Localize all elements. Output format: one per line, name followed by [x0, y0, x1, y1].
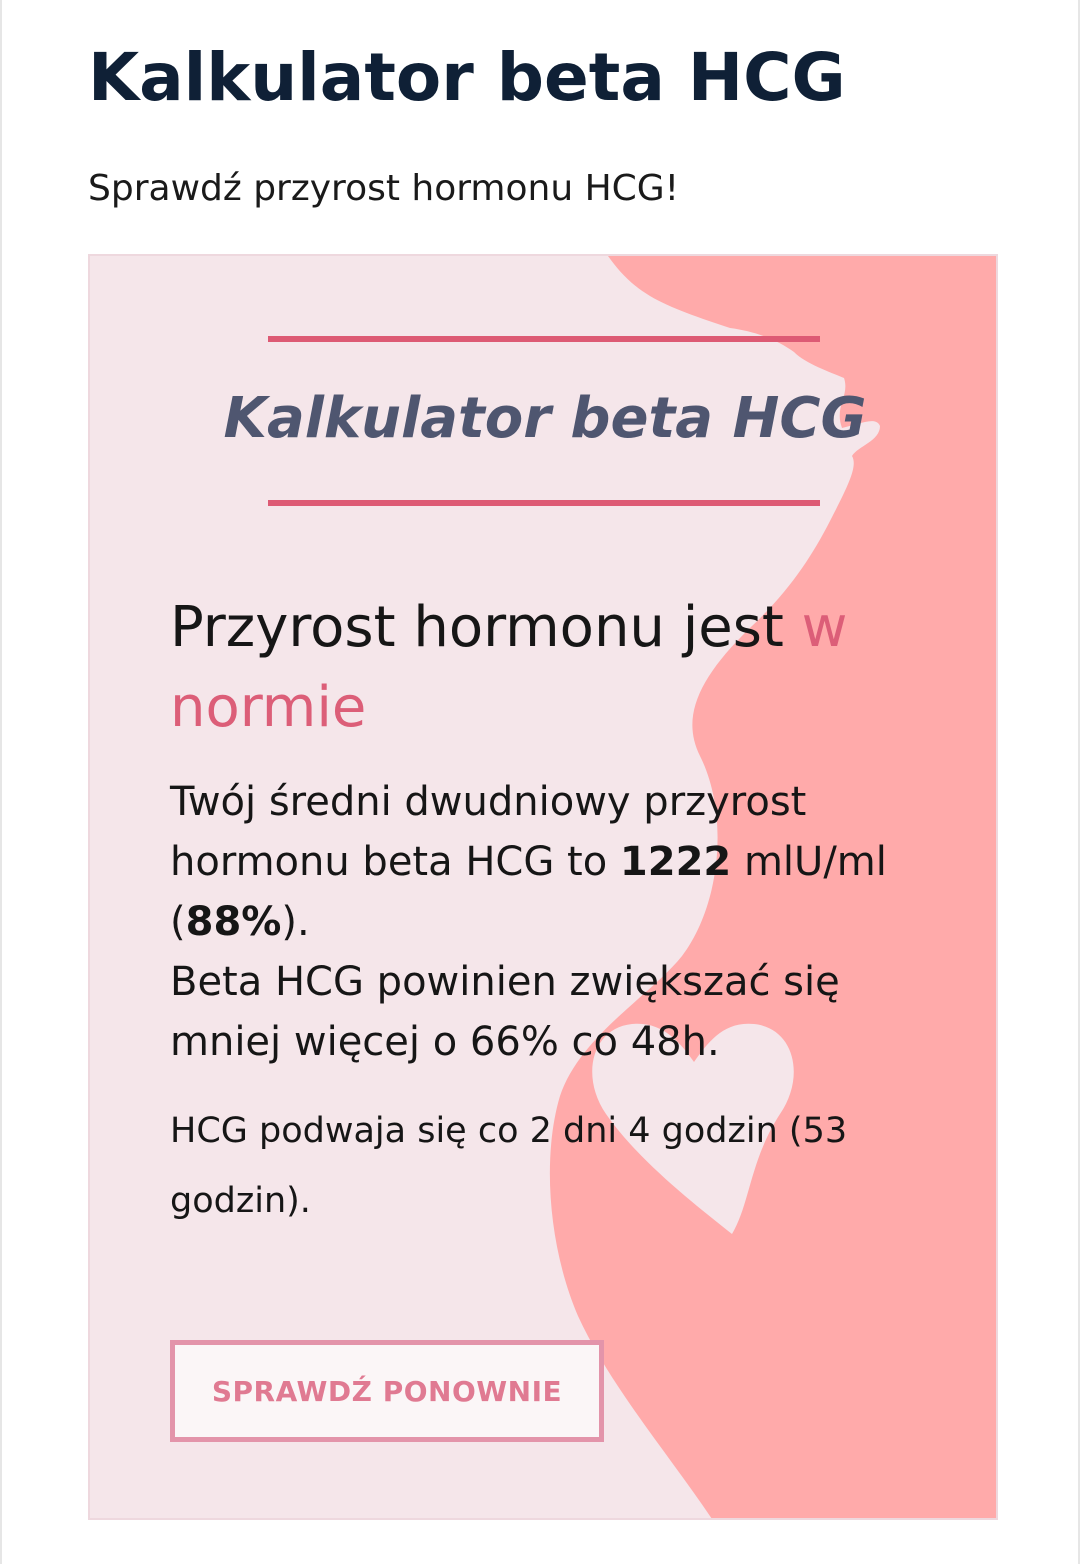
- increase-percent: 88%: [185, 899, 282, 945]
- result-status-accent: w normie: [170, 595, 848, 740]
- page-title: Kalkulator beta HCG: [88, 39, 846, 116]
- page-subtitle: Sprawdź przyrost hormonu HCG!: [88, 168, 680, 209]
- title-divider-bottom: [268, 500, 820, 506]
- card-title: Kalkulator beta HCG: [223, 386, 867, 451]
- increase-value: 1222: [619, 839, 732, 885]
- calculator-card: [88, 254, 998, 1520]
- title-divider-top: [268, 336, 820, 342]
- norm-text: Beta HCG powinien zwiększać się mniej więcej o 66% co 48h.: [170, 959, 840, 1065]
- result-heading: [170, 588, 890, 748]
- result-heading-prefix: Przyrost hormonu jest: [170, 595, 802, 660]
- increase-close: ).: [281, 899, 310, 945]
- result-body-intro: Twój średni dwudniowy przyrost hormonu beta HCG to: [170, 779, 807, 885]
- doubling-time-note: HCG podwaja się co 2 dni 4 godzin (53 godzin).: [170, 1111, 848, 1221]
- result-body: [170, 772, 930, 1072]
- check-again-button[interactable]: SPRAWDŹ PONOWNIE: [170, 1340, 604, 1442]
- increase-unit: mlU/ml (: [170, 839, 887, 945]
